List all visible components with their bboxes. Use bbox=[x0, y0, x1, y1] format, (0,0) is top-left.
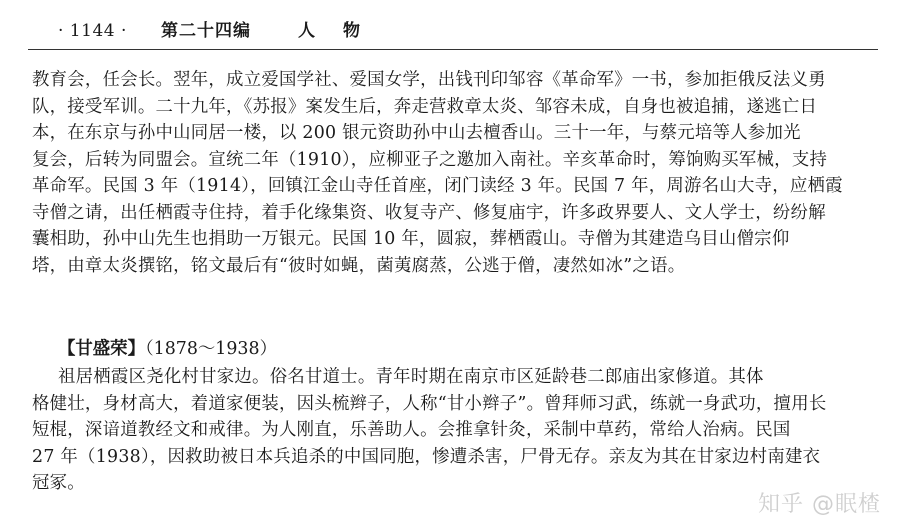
page-header bbox=[58, 16, 878, 46]
text-line: 队，接受军训。二十九年，《苏报》案发生后，奔走营救章太炎、邹容未成，自身也被追捕，遂逃亡日 bbox=[32, 96, 818, 117]
text-line: 革命军。民国 3 年（1914），回镇江金山寺任首座，闭门读经 3 年。民国 7 年，周游名山大寺，应栖霞 bbox=[32, 176, 843, 196]
category-title-char-2: 物 bbox=[343, 21, 360, 41]
category-title-char-1: 人 bbox=[298, 21, 315, 41]
entry-heading bbox=[58, 336, 277, 362]
text-line: 冠冢。 bbox=[32, 473, 85, 493]
text-line: 27 年（1938），因救助被日本兵追杀的中国同胞，惨遭杀害，尸骨无存。亲友为其在甘家边村南建衣 bbox=[32, 446, 821, 467]
text-line: 格健壮，身材高大，着道家便装，因头梳辫子，人称“甘小辫子”。曾拜师习武，练就一身武功，擅用长 bbox=[32, 393, 827, 414]
text-line: 教育会，任会长。翌年，成立爱国学社、爱国女学，出钱刊印邹容《革命军》一书，参加拒俄反法义勇 bbox=[32, 70, 826, 90]
entry-body-paragraph bbox=[32, 364, 876, 497]
header-divider bbox=[28, 49, 878, 50]
text-line: 复会，后转为同盟会。宣统二年（1910），应柳亚子之邀加入南社。辛亥革命时，筹饷购买军械，支持 bbox=[32, 149, 828, 170]
text-line: 囊相助，孙中山先生也捐助一万银元。民国 10 年，圆寂，葬栖霞山。寺僧为其建造乌目山僧宗仰 bbox=[32, 229, 790, 249]
entry-continuation-paragraph bbox=[32, 67, 876, 279]
text-line: 塔，由章太炎撰铭，铭文最后有“彼时如蝇，菌荑腐蒸，公逃于僧，凄然如冰”之语。 bbox=[32, 255, 686, 276]
text-line: 短棍，深谙道教经文和戒律。为人刚直，乐善助人。会推拿针灸，采制中草药，常给人治病。民国 bbox=[32, 420, 791, 440]
page-number: · 1144 · bbox=[58, 21, 127, 41]
entry-years: （1878～1938） bbox=[144, 339, 277, 359]
text-line: 本，在东京与孙中山同居一楼，以 200 银元资助孙中山去檀香山。三十一年，与蔡元培等人参加光 bbox=[32, 123, 801, 143]
text-line: 寺僧之请，出任栖霞寺住持，着手化缘集资、收复寺产、修复庙宇，许多政界要人、文人学士，纷纷解 bbox=[32, 202, 826, 223]
text-line: 祖居栖霞区尧化村甘家边。俗名甘道士。青年时期在南京市区延龄巷二郎庙出家修道。其体 bbox=[58, 367, 764, 387]
volume-title: 第二十四编 bbox=[161, 21, 251, 41]
entry-name: 【甘盛荣】 bbox=[58, 339, 145, 359]
zhihu-watermark: 知乎 @眠楂 bbox=[758, 492, 881, 517]
